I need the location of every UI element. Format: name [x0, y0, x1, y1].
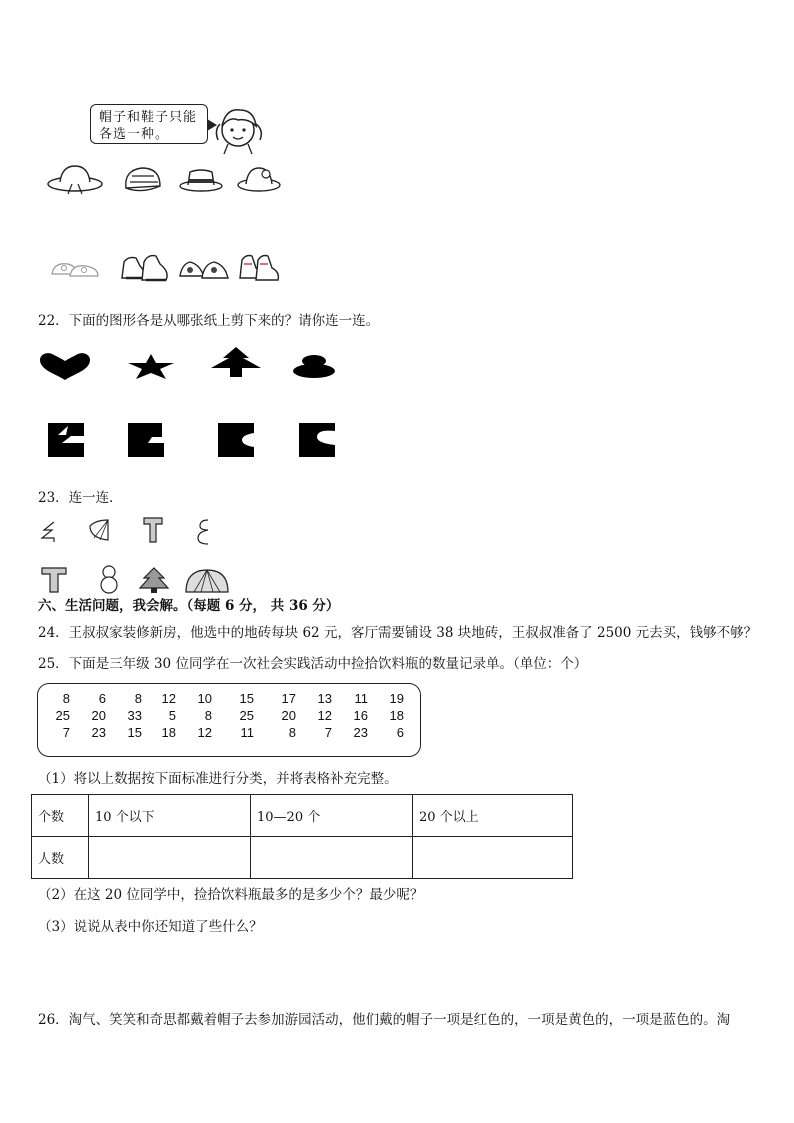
record-sheet-box — [37, 683, 421, 757]
q25-sub3: （3）说说从表中你还知道了些什么？ — [38, 919, 263, 935]
record-value: 33 — [127, 708, 142, 723]
girl-face-icon — [212, 100, 268, 156]
paper-cut-1-icon — [46, 421, 86, 459]
sneakers-icon — [176, 252, 230, 282]
record-value: 11 — [354, 691, 368, 706]
umbrella-half-icon — [86, 518, 110, 542]
record-value: 23 — [353, 725, 368, 740]
tally-header-above-20: 20 个以上 — [413, 795, 573, 837]
paper-cut-3-icon — [216, 421, 256, 459]
record-value: 8 — [134, 691, 142, 706]
slippers-icon — [48, 252, 102, 282]
q24-question: 24．王叔叔家装修新房，他选中的地砖每块 62 元，客厅需要铺设 38 块地砖，王叔叔准备了 2500 元去买，钱够不够？ — [38, 625, 758, 641]
tally-answer-below-10[interactable] — [89, 837, 251, 879]
star-shape-icon — [126, 352, 176, 380]
tally-header-below-10: 10 个以下 — [89, 795, 251, 837]
tree-left-half-icon — [40, 520, 60, 544]
tally-answer-row — [32, 837, 573, 879]
record-value: 15 — [239, 691, 254, 706]
record-value: 8 — [62, 691, 70, 706]
record-value: 6 — [396, 725, 404, 740]
record-value: 10 — [197, 691, 212, 706]
record-value: 16 — [353, 708, 368, 723]
record-value: 11 — [240, 725, 254, 740]
tower-full-icon — [40, 566, 68, 594]
record-value: 13 — [317, 691, 332, 706]
record-value: 12 — [197, 725, 212, 740]
record-value: 5 — [168, 708, 176, 723]
tree-arrow-shape-icon — [209, 346, 263, 378]
record-value: 7 — [62, 725, 70, 740]
heart-shape-icon — [38, 352, 92, 382]
speech-bubble — [90, 104, 208, 144]
tally-table — [31, 794, 573, 879]
tally-row-label: 人数 — [32, 837, 89, 879]
snowman-half-icon — [196, 518, 210, 546]
boots-icon — [118, 250, 172, 284]
tally-header-count: 个数 — [32, 795, 89, 837]
record-value: 25 — [55, 708, 70, 723]
sun-hat-icon — [46, 160, 104, 196]
flower-hat-icon — [236, 160, 282, 194]
record-value: 19 — [389, 691, 404, 706]
record-value: 18 — [161, 725, 176, 740]
tally-answer-above-20[interactable] — [413, 837, 573, 879]
record-value: 6 — [98, 691, 106, 706]
baseball-cap-icon — [120, 162, 166, 196]
tree-full-icon — [138, 566, 170, 594]
section-6-heading: 六、生活问题，我会解。（每题 6 分， 共 36 分） — [38, 598, 340, 614]
mushroom-shape-icon — [292, 352, 336, 380]
umbrella-full-icon — [184, 568, 230, 594]
record-value: 17 — [281, 691, 296, 706]
bubble-line-2: 各选一种。 — [99, 127, 170, 142]
record-value: 20 — [91, 708, 106, 723]
record-value: 12 — [161, 691, 176, 706]
record-value: 23 — [91, 725, 106, 740]
tally-header-10-20: 10—20 个 — [251, 795, 413, 837]
q25-sub2: （2）在这 20 位同学中，捡拾饮料瓶最多的是多少个？最少呢？ — [38, 887, 424, 903]
snowman-full-icon — [98, 564, 120, 594]
q25-sub1: （1）将以上数据按下面标准进行分类，并将表格补充完整。 — [38, 771, 398, 787]
record-value: 12 — [317, 708, 332, 723]
fedora-hat-icon — [178, 164, 224, 194]
record-value: 8 — [288, 725, 296, 740]
record-value: 8 — [204, 708, 212, 723]
record-value: 20 — [281, 708, 296, 723]
paper-cut-2-icon — [126, 421, 166, 459]
tower-half-icon — [142, 516, 164, 544]
high-top-shoes-icon — [236, 250, 282, 284]
q22-question: 22．下面的图形各是从哪张纸上剪下来的？请你连一连。 — [38, 313, 380, 329]
tally-header-row — [32, 795, 573, 837]
record-value: 18 — [389, 708, 404, 723]
q25-question: 25．下面是三年级 30 位同学在一次社会实践活动中捡拾饮料瓶的数量记录单。（单位：个） — [38, 656, 588, 672]
record-value: 25 — [239, 708, 254, 723]
record-value: 7 — [324, 725, 332, 740]
paper-cut-4-icon — [297, 421, 337, 459]
q26-question: 26．淘气、笑笑和奇思都戴着帽子去参加游园活动，他们戴的帽子一项是红色的，一项是黄色的，一项是蓝色的。淘 — [38, 1012, 731, 1028]
q23-question: 23．连一连． — [38, 490, 123, 506]
record-value: 15 — [127, 725, 142, 740]
tally-answer-10-20[interactable] — [251, 837, 413, 879]
bubble-line-1: 帽子和鞋子只能 — [99, 110, 198, 125]
